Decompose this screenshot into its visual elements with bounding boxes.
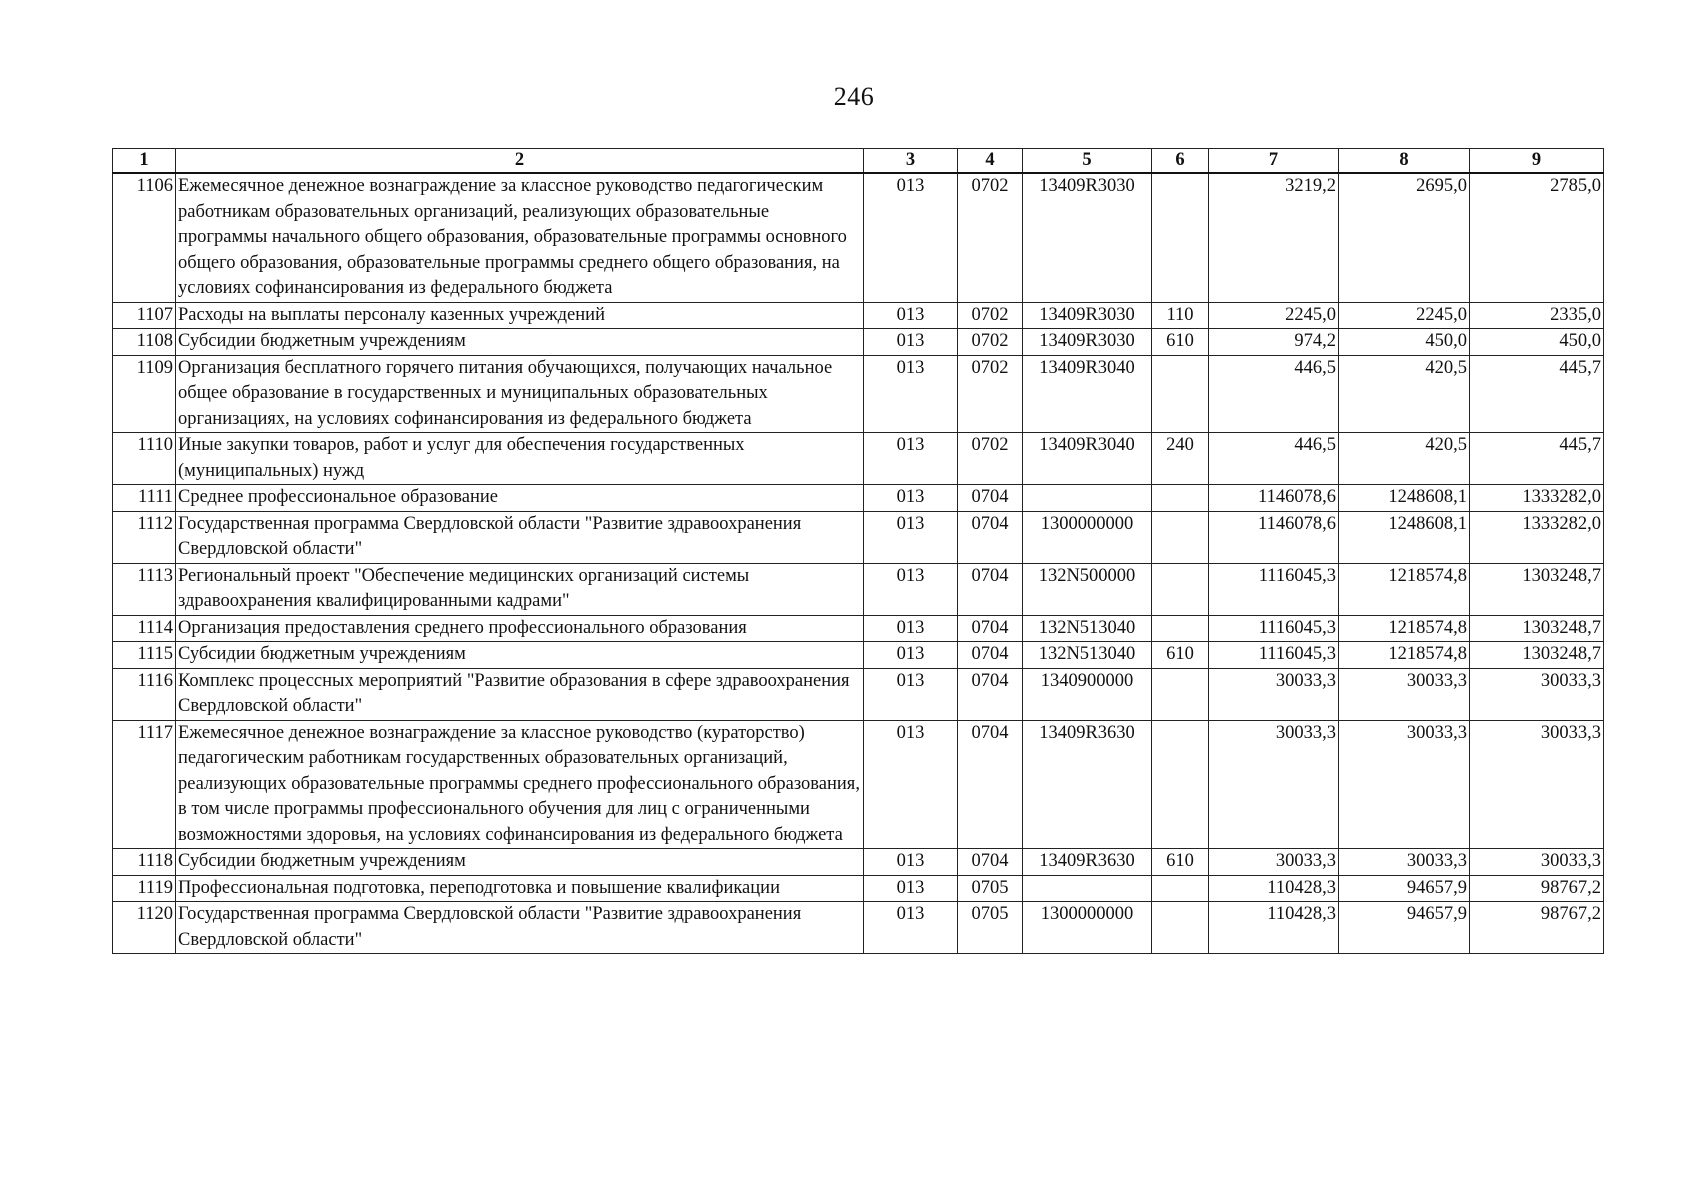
section-subsection-code: 0705	[958, 902, 1023, 954]
table-row	[113, 875, 1604, 902]
row-number: 1120	[113, 902, 176, 954]
row-number: 1107	[113, 302, 176, 329]
amount-year-3: 1303248,7	[1470, 563, 1604, 615]
target-item-code: 132N513040	[1023, 642, 1152, 669]
amount-year-2: 1248608,1	[1339, 511, 1470, 563]
expense-type-code	[1152, 355, 1209, 433]
amount-year-1: 446,5	[1209, 433, 1339, 485]
expense-type-code	[1152, 902, 1209, 954]
row-description: Профессиональная подготовка, переподготовка и повышение квалификации	[176, 875, 864, 902]
column-header: 3	[864, 149, 958, 174]
section-subsection-code: 0702	[958, 302, 1023, 329]
chief-administrator-code: 013	[864, 849, 958, 876]
row-number: 1114	[113, 615, 176, 642]
expense-type-code	[1152, 173, 1209, 302]
row-number: 1111	[113, 485, 176, 512]
chief-administrator-code: 013	[864, 642, 958, 669]
target-item-code: 13409R3030	[1023, 302, 1152, 329]
amount-year-3: 445,7	[1470, 433, 1604, 485]
section-subsection-code: 0704	[958, 668, 1023, 720]
row-description: Организация предоставления среднего профессионального образования	[176, 615, 864, 642]
amount-year-3: 30033,3	[1470, 668, 1604, 720]
target-item-code: 1340900000	[1023, 668, 1152, 720]
column-header: 9	[1470, 149, 1604, 174]
amount-year-1: 30033,3	[1209, 668, 1339, 720]
row-description: Организация бесплатного горячего питания обучающихся, получающих начальное общее образование в государственных и муниципальных образовательных организациях, на условиях софинансирования из федерального бюджета	[176, 355, 864, 433]
table-row	[113, 642, 1604, 669]
column-header: 2	[176, 149, 864, 174]
amount-year-2: 450,0	[1339, 329, 1470, 356]
expense-type-code	[1152, 511, 1209, 563]
target-item-code: 1300000000	[1023, 902, 1152, 954]
row-number: 1108	[113, 329, 176, 356]
row-description: Региональный проект "Обеспечение медицинских организаций системы здравоохранения квалифицированными кадрами"	[176, 563, 864, 615]
table-row	[113, 433, 1604, 485]
row-number: 1109	[113, 355, 176, 433]
amount-year-3: 30033,3	[1470, 720, 1604, 849]
section-subsection-code: 0702	[958, 329, 1023, 356]
amount-year-2: 1218574,8	[1339, 642, 1470, 669]
amount-year-2: 1218574,8	[1339, 563, 1470, 615]
row-description: Среднее профессиональное образование	[176, 485, 864, 512]
chief-administrator-code: 013	[864, 329, 958, 356]
row-number: 1115	[113, 642, 176, 669]
amount-year-2: 2695,0	[1339, 173, 1470, 302]
amount-year-2: 30033,3	[1339, 849, 1470, 876]
column-header: 5	[1023, 149, 1152, 174]
amount-year-3: 2335,0	[1470, 302, 1604, 329]
chief-administrator-code: 013	[864, 902, 958, 954]
amount-year-1: 2245,0	[1209, 302, 1339, 329]
section-subsection-code: 0702	[958, 355, 1023, 433]
section-subsection-code: 0704	[958, 849, 1023, 876]
section-subsection-code: 0702	[958, 433, 1023, 485]
table-row	[113, 511, 1604, 563]
amount-year-1: 1116045,3	[1209, 642, 1339, 669]
section-subsection-code: 0704	[958, 511, 1023, 563]
row-description: Государственная программа Свердловской области "Развитие здравоохранения Свердловской области"	[176, 902, 864, 954]
row-number: 1110	[113, 433, 176, 485]
amount-year-1: 974,2	[1209, 329, 1339, 356]
chief-administrator-code: 013	[864, 720, 958, 849]
section-subsection-code: 0705	[958, 875, 1023, 902]
table-row	[113, 668, 1604, 720]
row-description: Субсидии бюджетным учреждениям	[176, 642, 864, 669]
chief-administrator-code: 013	[864, 173, 958, 302]
target-item-code: 1300000000	[1023, 511, 1152, 563]
chief-administrator-code: 013	[864, 615, 958, 642]
row-description: Государственная программа Свердловской области "Развитие здравоохранения Свердловской области"	[176, 511, 864, 563]
target-item-code: 132N500000	[1023, 563, 1152, 615]
section-subsection-code: 0704	[958, 615, 1023, 642]
expense-type-code	[1152, 668, 1209, 720]
chief-administrator-code: 013	[864, 875, 958, 902]
amount-year-2: 1248608,1	[1339, 485, 1470, 512]
section-subsection-code: 0702	[958, 173, 1023, 302]
chief-administrator-code: 013	[864, 355, 958, 433]
row-number: 1118	[113, 849, 176, 876]
amount-year-3: 2785,0	[1470, 173, 1604, 302]
amount-year-3: 1333282,0	[1470, 485, 1604, 512]
row-description: Субсидии бюджетным учреждениям	[176, 849, 864, 876]
amount-year-2: 420,5	[1339, 355, 1470, 433]
section-subsection-code: 0704	[958, 563, 1023, 615]
amount-year-1: 3219,2	[1209, 173, 1339, 302]
target-item-code: 13409R3030	[1023, 329, 1152, 356]
header-row	[113, 149, 1604, 174]
amount-year-3: 1303248,7	[1470, 642, 1604, 669]
row-number: 1116	[113, 668, 176, 720]
amount-year-1: 1146078,6	[1209, 511, 1339, 563]
target-item-code: 13409R3630	[1023, 720, 1152, 849]
expense-type-code	[1152, 875, 1209, 902]
chief-administrator-code: 013	[864, 563, 958, 615]
chief-administrator-code: 013	[864, 511, 958, 563]
amount-year-2: 420,5	[1339, 433, 1470, 485]
amount-year-2: 30033,3	[1339, 668, 1470, 720]
expense-type-code: 610	[1152, 849, 1209, 876]
column-header: 7	[1209, 149, 1339, 174]
row-description: Ежемесячное денежное вознаграждение за классное руководство педагогическим работникам образовательных организаций, реализующих образовательные программы начального общего образования, образовательные программы основного общего образования, образовательные программы среднего общего образования, на условиях софинансирования из федерального бюджета	[176, 173, 864, 302]
row-description: Комплекс процессных мероприятий "Развитие образования в сфере здравоохранения Свердловской области"	[176, 668, 864, 720]
table-row	[113, 302, 1604, 329]
row-description: Расходы на выплаты персоналу казенных учреждений	[176, 302, 864, 329]
target-item-code: 13409R3630	[1023, 849, 1152, 876]
expense-type-code: 240	[1152, 433, 1209, 485]
table-body	[113, 173, 1604, 954]
chief-administrator-code: 013	[864, 433, 958, 485]
row-number: 1112	[113, 511, 176, 563]
expense-type-code: 110	[1152, 302, 1209, 329]
amount-year-2: 2245,0	[1339, 302, 1470, 329]
amount-year-1: 1116045,3	[1209, 563, 1339, 615]
amount-year-1: 446,5	[1209, 355, 1339, 433]
table-row	[113, 902, 1604, 954]
target-item-code	[1023, 485, 1152, 512]
amount-year-3: 450,0	[1470, 329, 1604, 356]
table-row	[113, 563, 1604, 615]
amount-year-3: 1333282,0	[1470, 511, 1604, 563]
amount-year-1: 1146078,6	[1209, 485, 1339, 512]
table-row	[113, 355, 1604, 433]
table-row	[113, 173, 1604, 302]
row-number: 1117	[113, 720, 176, 849]
column-header: 1	[113, 149, 176, 174]
expense-type-code	[1152, 563, 1209, 615]
column-header: 4	[958, 149, 1023, 174]
target-item-code: 13409R3040	[1023, 433, 1152, 485]
expense-type-code	[1152, 615, 1209, 642]
chief-administrator-code: 013	[864, 668, 958, 720]
row-number: 1106	[113, 173, 176, 302]
section-subsection-code: 0704	[958, 485, 1023, 512]
target-item-code	[1023, 875, 1152, 902]
expense-type-code: 610	[1152, 642, 1209, 669]
expense-type-code	[1152, 720, 1209, 849]
amount-year-1: 110428,3	[1209, 902, 1339, 954]
row-number: 1119	[113, 875, 176, 902]
amount-year-1: 30033,3	[1209, 849, 1339, 876]
row-number: 1113	[113, 563, 176, 615]
chief-administrator-code: 013	[864, 485, 958, 512]
column-header: 6	[1152, 149, 1209, 174]
amount-year-3: 30033,3	[1470, 849, 1604, 876]
amount-year-1: 110428,3	[1209, 875, 1339, 902]
target-item-code: 13409R3040	[1023, 355, 1152, 433]
budget-table	[112, 148, 1604, 954]
amount-year-2: 1218574,8	[1339, 615, 1470, 642]
amount-year-3: 1303248,7	[1470, 615, 1604, 642]
amount-year-2: 94657,9	[1339, 902, 1470, 954]
table-row	[113, 615, 1604, 642]
amount-year-3: 445,7	[1470, 355, 1604, 433]
table-row	[113, 329, 1604, 356]
amount-year-1: 30033,3	[1209, 720, 1339, 849]
row-description: Иные закупки товаров, работ и услуг для обеспечения государственных (муниципальных) нужд	[176, 433, 864, 485]
amount-year-3: 98767,2	[1470, 875, 1604, 902]
table-row	[113, 485, 1604, 512]
section-subsection-code: 0704	[958, 720, 1023, 849]
expense-type-code: 610	[1152, 329, 1209, 356]
target-item-code: 13409R3030	[1023, 173, 1152, 302]
table-row	[113, 720, 1604, 849]
amount-year-2: 94657,9	[1339, 875, 1470, 902]
section-subsection-code: 0704	[958, 642, 1023, 669]
amount-year-2: 30033,3	[1339, 720, 1470, 849]
row-description: Субсидии бюджетным учреждениям	[176, 329, 864, 356]
column-header: 8	[1339, 149, 1470, 174]
amount-year-3: 98767,2	[1470, 902, 1604, 954]
page-number: 246	[833, 82, 875, 111]
expense-type-code	[1152, 485, 1209, 512]
target-item-code: 132N513040	[1023, 615, 1152, 642]
table-row	[113, 849, 1604, 876]
row-description: Ежемесячное денежное вознаграждение за классное руководство (кураторство) педагогическим работникам государственных образовательных организаций, реализующих образовательные программы среднего профессионального образования, в том числе программы профессионального обучения для лиц с ограниченными возможностями здоровья, на условиях софинансирования из федерального бюджета	[176, 720, 864, 849]
amount-year-1: 1116045,3	[1209, 615, 1339, 642]
chief-administrator-code: 013	[864, 302, 958, 329]
